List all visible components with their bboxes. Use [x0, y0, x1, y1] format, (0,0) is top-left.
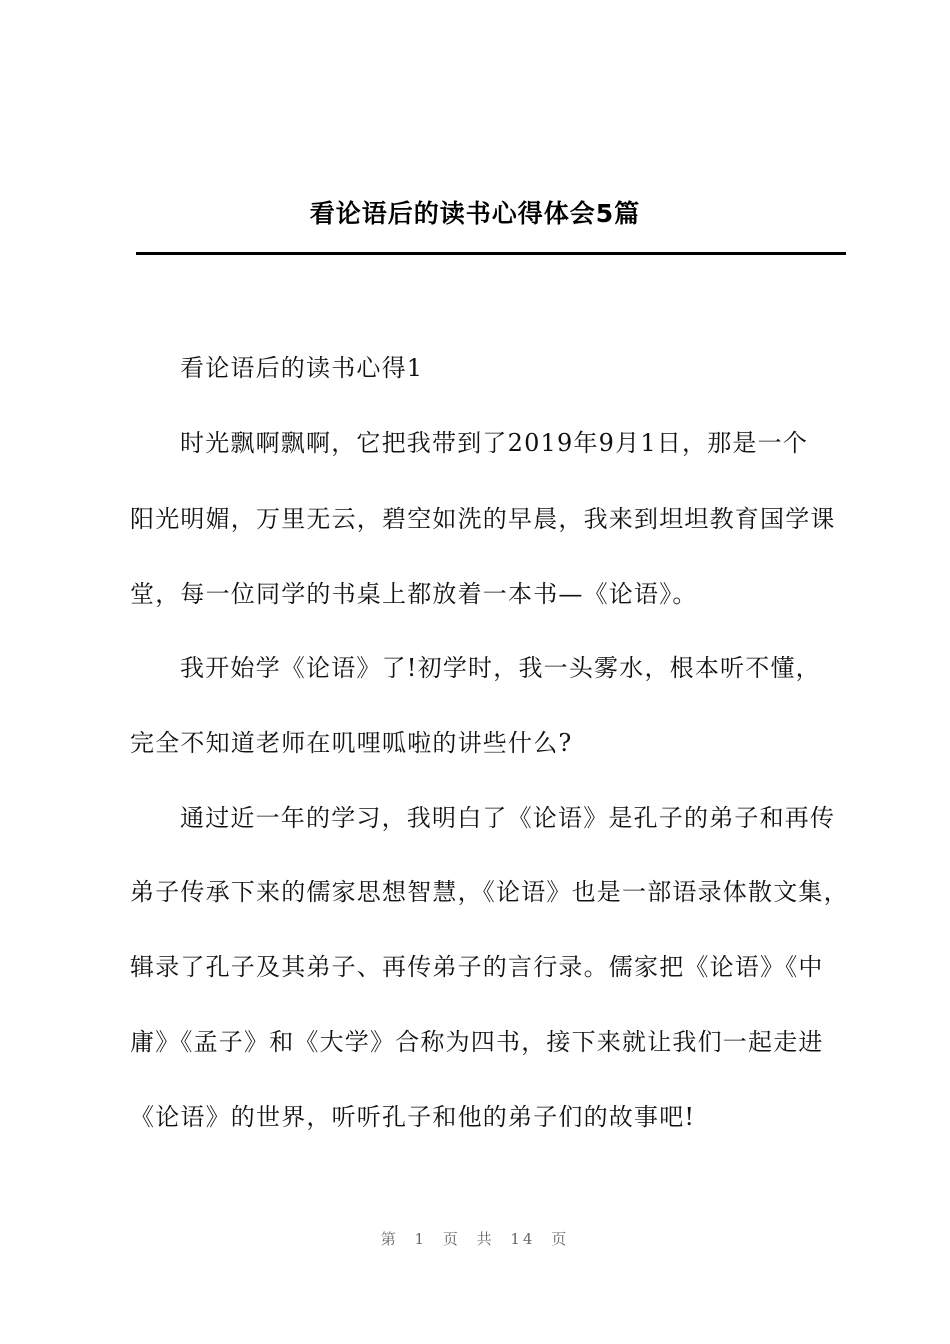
- page-footer: [0, 1229, 950, 1249]
- paragraph-line: 通过近一年的学习，我明白了《论语》是孔子的弟子和再传: [180, 804, 836, 832]
- page-label-middle: 页 共: [442, 1230, 495, 1248]
- current-page-number: 1: [414, 1230, 428, 1248]
- paragraph-line: 庸》《孟子》和《大学》合称为四书，接下来就让我们一起走进: [130, 1028, 824, 1056]
- paragraph-line: 阳光明媚，万里无云，碧空如洗的早晨，我来到坦坦教育国学课: [130, 505, 836, 533]
- paragraph-line: 弟子传承下来的儒家思想智慧，《论语》也是一部语录体散文集，: [130, 878, 849, 906]
- paragraph-line: 完全不知道老师在叽哩呱啦的讲些什么?: [130, 729, 573, 757]
- paragraph-line: 《论语》的世界，听听孔子和他的弟子们的故事吧!: [130, 1103, 696, 1131]
- paragraph-line: 堂，每一位同学的书桌上都放着一本书—《论语》。: [130, 580, 698, 608]
- page-label-suffix: 页: [551, 1230, 570, 1248]
- section-heading: 看论语后的读书心得1: [180, 354, 424, 382]
- document-title: 看论语后的读书心得体会5篇: [309, 199, 641, 228]
- total-pages-number: 14: [510, 1230, 536, 1248]
- paragraph-line: 辑录了孔子及其弟子、再传弟子的言行录。儒家把《论语》《中: [130, 953, 824, 981]
- paragraph-line: 我开始学《论语》了!初学时，我一头雾水，根本听不懂，: [180, 654, 821, 682]
- title-underline: [136, 252, 846, 255]
- page-label-prefix: 第: [380, 1230, 399, 1248]
- paragraph-line: 时光飘啊飘啊，它把我带到了2019年9月1日，那是一个: [180, 429, 809, 457]
